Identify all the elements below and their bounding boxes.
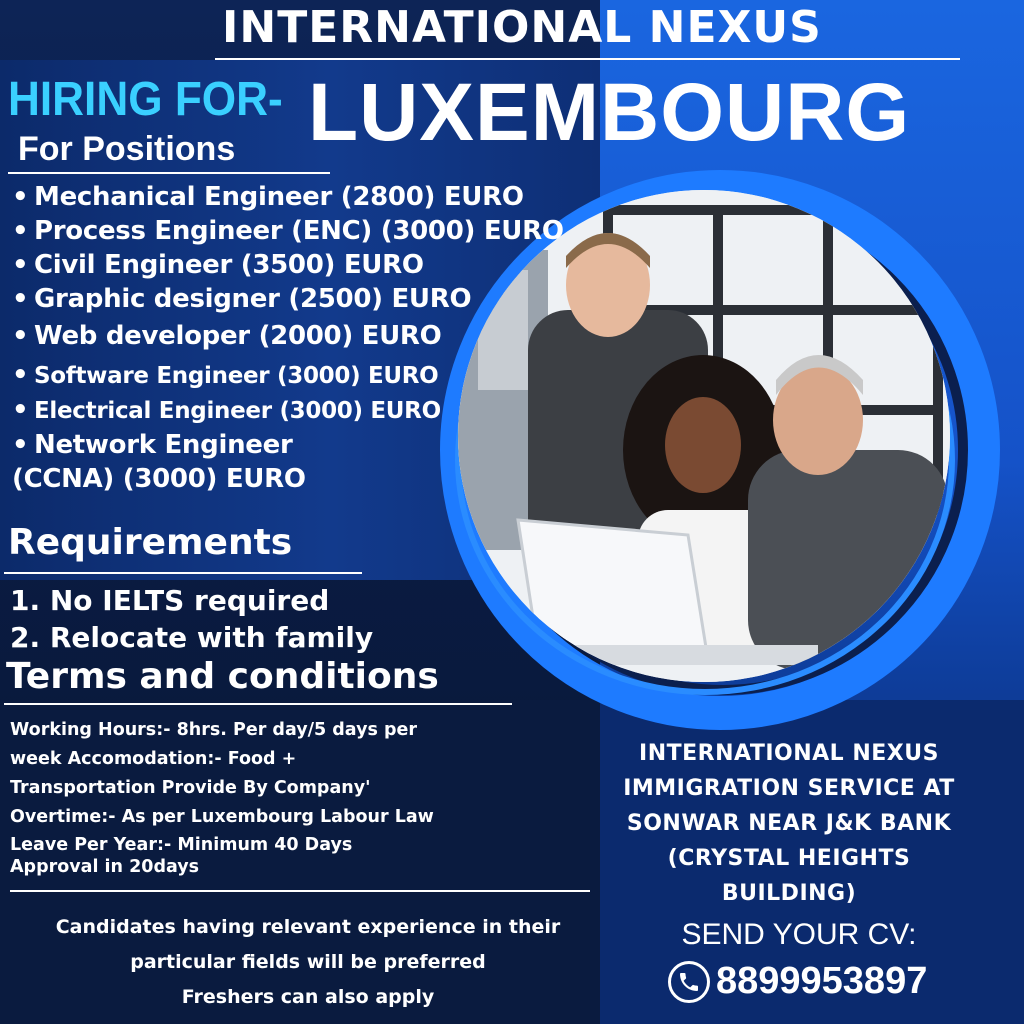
terms-heading: Terms and conditions: [6, 656, 439, 697]
position-item: • Graphic designer (2500) EURO: [12, 284, 472, 314]
requirements-heading: Requirements: [8, 522, 293, 563]
positions-list: [12, 180, 572, 496]
terms-line: week Accomodation:- Food +: [10, 749, 297, 769]
address-line: IMMIGRATION SERVICE AT: [623, 776, 955, 801]
position-item: • Network Engineer: [12, 430, 293, 460]
positions-divider: [8, 172, 330, 174]
address-line: INTERNATIONAL NEXUS: [639, 741, 939, 766]
terms-line: Approval in 20days: [10, 857, 200, 877]
footer-note: [8, 910, 608, 1015]
footer-line: Freshers can also apply: [181, 986, 435, 1008]
send-cv-label: SEND YOUR CV:: [681, 918, 917, 951]
footer-divider: [10, 890, 590, 892]
brand-title: INTERNATIONAL NEXUS: [222, 2, 822, 53]
terms-line: Transportation Provide By Company': [10, 778, 371, 798]
terms-line: Leave Per Year:- Minimum 40 Days: [10, 835, 353, 855]
phone-glyph: [677, 970, 701, 994]
bullet-icon: •: [12, 182, 29, 212]
requirements-list: [10, 582, 373, 656]
terms-line: Working Hours:- 8hrs. Per day/5 days per: [10, 720, 418, 740]
position-item: • Electrical Engineer (3000) EURO: [12, 395, 441, 425]
phone-icon: [668, 961, 710, 1003]
bullet-icon: •: [12, 360, 29, 390]
office-address: [606, 736, 972, 911]
header-divider: [215, 58, 960, 60]
bullet-icon: •: [12, 250, 29, 280]
terms-divider: [4, 703, 512, 705]
address-line: SONWAR NEAR J&K BANK: [626, 811, 952, 836]
footer-line: Candidates having relevant experience in their: [55, 916, 561, 938]
positions-heading: For Positions: [18, 130, 236, 168]
terms-line: Overtime:- As per Luxembourg Labour Law: [10, 807, 434, 827]
position-item: • Civil Engineer (3500) EURO: [12, 250, 424, 280]
position-item-continued: (CCNA) (3000) EURO: [12, 464, 306, 494]
bullet-icon: •: [12, 284, 29, 314]
phone-contact: [668, 960, 927, 1003]
position-item: • Process Engineer (ENC) (3000) EURO: [12, 216, 564, 246]
position-item: • Mechanical Engineer (2800) EURO: [12, 182, 524, 212]
address-line: (CRYSTAL HEIGHTS: [667, 846, 911, 871]
terms-body: [10, 716, 530, 876]
bullet-icon: •: [12, 321, 29, 351]
phone-number[interactable]: 8899953897: [716, 960, 928, 1002]
position-item: • Web developer (2000) EURO: [12, 321, 442, 351]
position-item: • Software Engineer (3000) EURO: [12, 360, 439, 390]
bullet-icon: •: [12, 395, 29, 425]
hiring-label: HIRING FOR-: [8, 73, 283, 126]
country-title: LUXEMBOURG: [308, 67, 911, 158]
requirement-item: 1. No IELTS required: [10, 584, 330, 617]
bullet-icon: •: [12, 216, 29, 246]
bullet-icon: •: [12, 430, 29, 460]
requirement-item: 2. Relocate with family: [10, 621, 374, 654]
address-line: BUILDING): [721, 881, 857, 906]
footer-line: particular fields will be preferred: [130, 951, 486, 973]
requirements-divider: [4, 572, 362, 574]
